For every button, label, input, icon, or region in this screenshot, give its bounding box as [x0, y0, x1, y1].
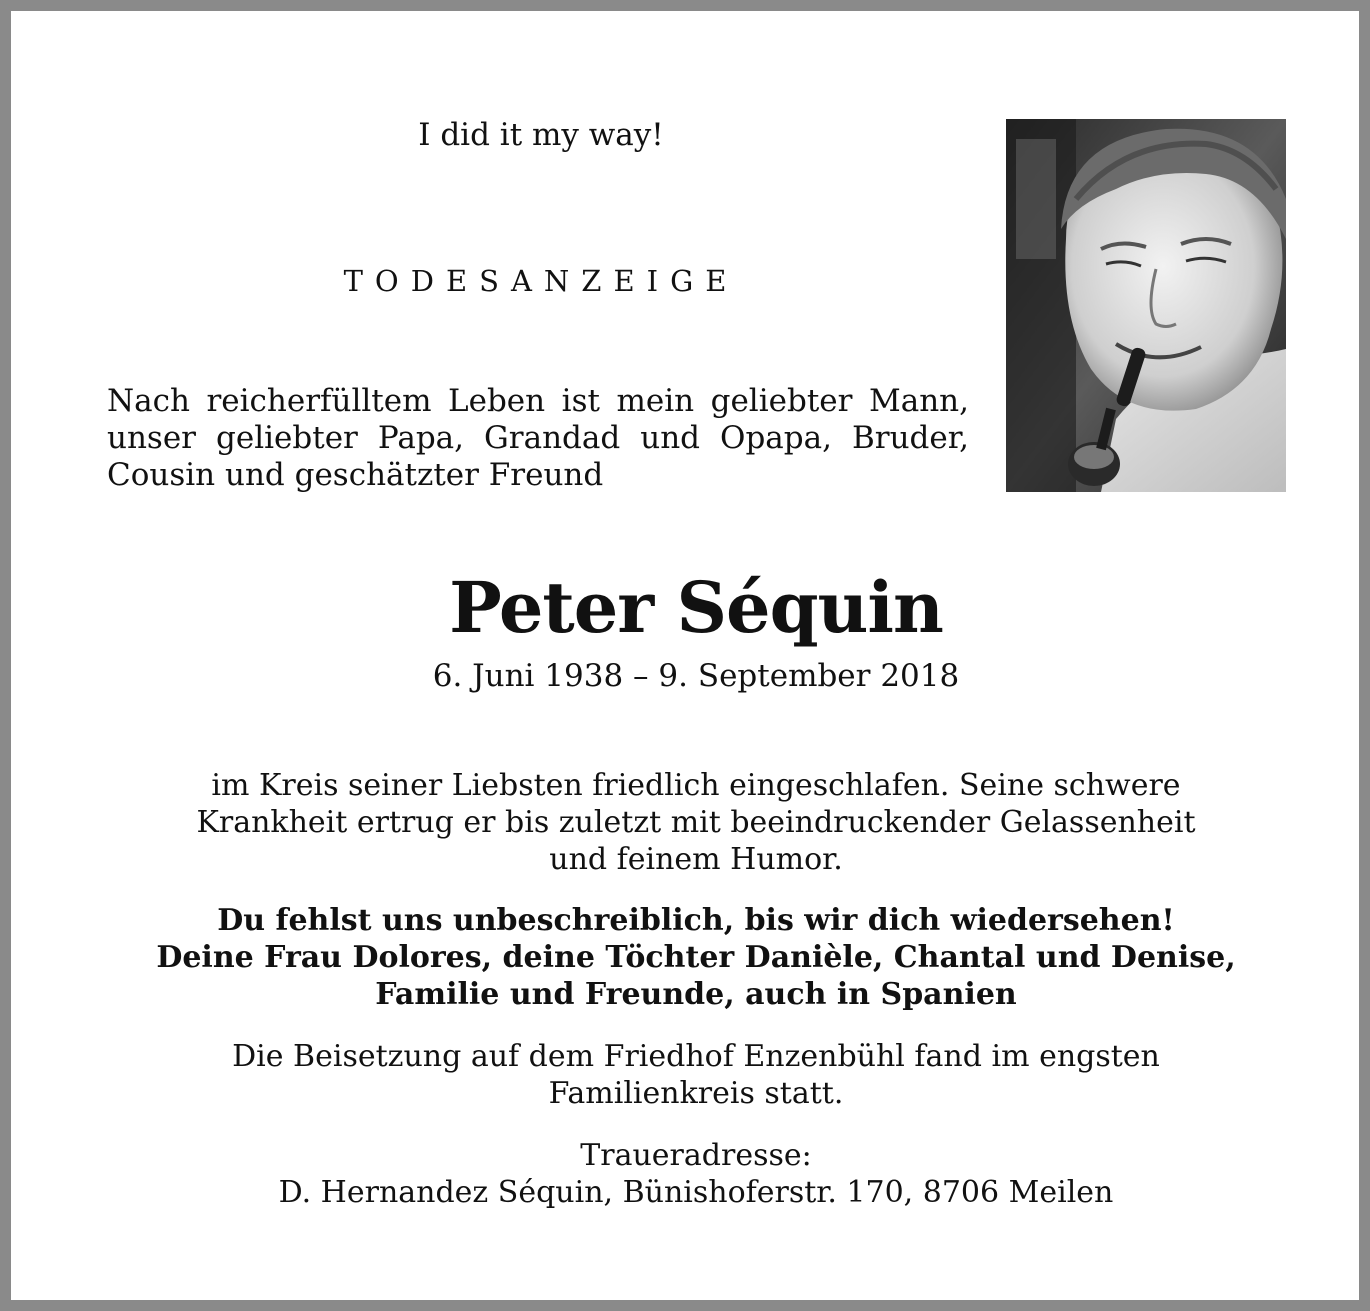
farewell-line: Deine Frau Dolores, deine Töchter Danièle, Chantal und Denise, — [156, 940, 1236, 975]
intro-line: Cousin und geschätzter Freund — [107, 457, 604, 493]
intro-line: Nach reicherfülltem Leben ist mein geliebter Mann, — [107, 383, 969, 419]
motto: I did it my way! — [418, 117, 664, 153]
message-line: Krankheit ertrug er bis zuletzt mit beeindruckender Gelassenheit — [196, 805, 1196, 840]
intro-line: unser geliebter Papa, Grandad und Opapa, Bruder, — [107, 420, 969, 456]
portrait-photo — [1006, 119, 1286, 492]
deceased-name: Peter Séquin — [449, 566, 943, 649]
funeral-paragraph — [111, 1038, 1281, 1112]
farewell-paragraph — [71, 902, 1321, 1013]
funeral-line: Die Beisetzung auf dem Friedhof Enzenbühl fand im engsten — [232, 1039, 1160, 1074]
farewell-line: Familie und Freunde, auch in Spanien — [375, 977, 1017, 1012]
portrait-illustration — [1006, 119, 1286, 492]
life-dates: 6. Juni 1938 – 9. September 2018 — [432, 658, 960, 694]
address-value: D. Hernandez Séquin, Bünishoferstr. 170, 8706 Meilen — [278, 1175, 1114, 1210]
mourning-address — [111, 1137, 1281, 1211]
intro-paragraph — [107, 383, 969, 494]
funeral-line: Familienkreis statt. — [548, 1076, 844, 1111]
address-label: Traueradresse: — [580, 1138, 812, 1173]
notice-heading: TODESANZEIGE — [343, 264, 739, 298]
message-line: und feinem Humor. — [549, 842, 843, 877]
message-line: im Kreis seiner Liebsten friedlich eingeschlafen. Seine schwere — [211, 768, 1181, 803]
farewell-line: Du fehlst uns unbeschreiblich, bis wir dich wiedersehen! — [217, 903, 1175, 938]
message-paragraph — [111, 767, 1281, 878]
